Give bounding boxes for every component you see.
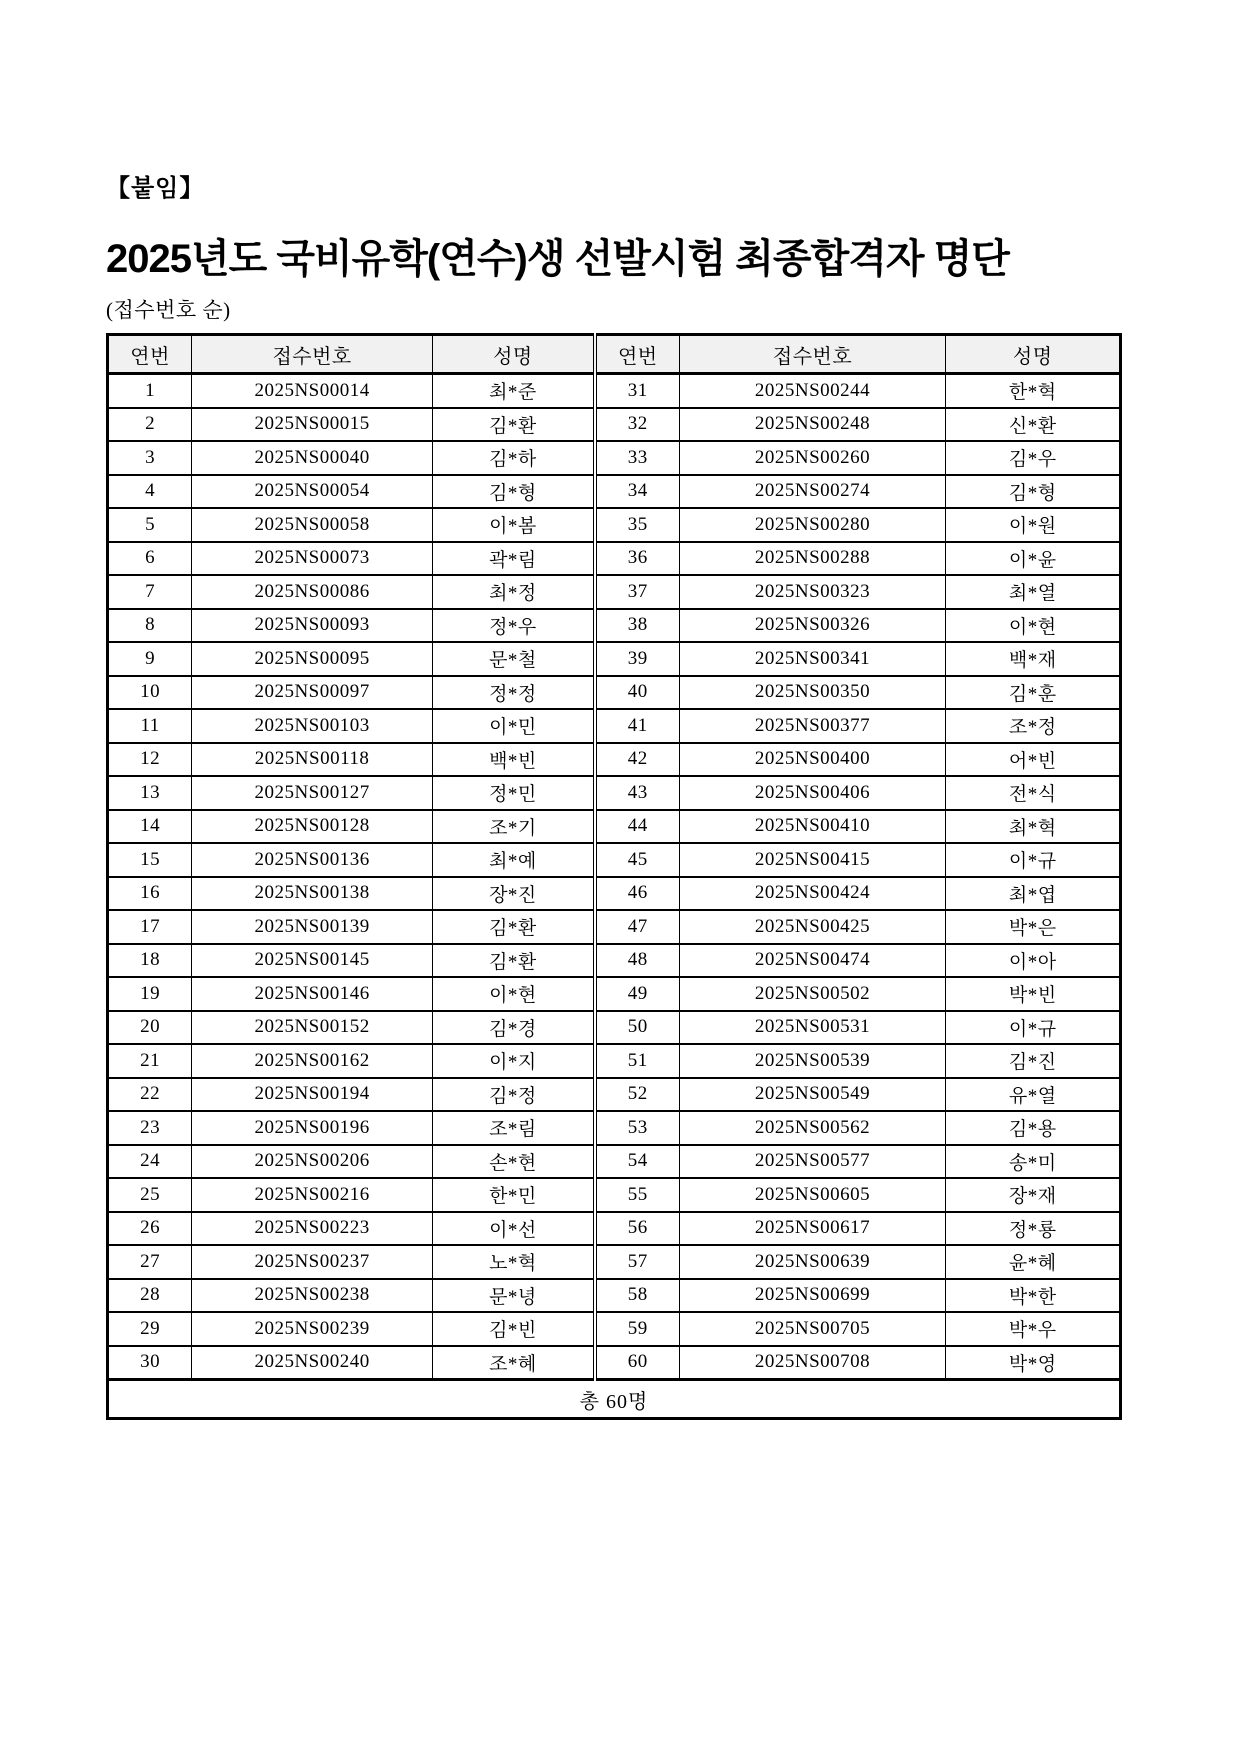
application-number-cell: 2025NS00118 [192,743,433,777]
application-number-cell: 2025NS00341 [679,642,946,676]
application-number-cell: 2025NS00617 [679,1212,946,1246]
total-count: 총 60명 [108,1380,1121,1419]
application-number-cell: 2025NS00350 [679,676,946,710]
application-number-cell: 2025NS00015 [192,408,433,442]
table-row [108,709,1121,743]
application-number-cell: 2025NS00136 [192,843,433,877]
application-number-cell: 2025NS00280 [679,508,946,542]
application-number-cell: 2025NS00248 [679,408,946,442]
application-number-cell: 2025NS00415 [679,843,946,877]
seq-cell: 30 [108,1346,192,1380]
seq-cell: 38 [595,609,679,643]
seq-cell: 34 [595,475,679,509]
seq-cell: 60 [595,1346,679,1380]
application-number-cell: 2025NS00097 [192,676,433,710]
seq-cell: 50 [595,1011,679,1045]
name-cell: 전*식 [946,776,1121,810]
seq-cell: 1 [108,374,192,408]
seq-cell: 19 [108,977,192,1011]
header-name-left: 성명 [432,335,594,374]
name-cell: 박*한 [946,1279,1121,1313]
application-number-cell: 2025NS00194 [192,1078,433,1112]
name-cell: 김*훈 [946,676,1121,710]
header-app-left: 접수번호 [192,335,433,374]
name-cell: 이*민 [432,709,594,743]
table-row [108,1178,1121,1212]
name-cell: 이*아 [946,944,1121,978]
name-cell: 최*정 [432,575,594,609]
attachment-label: 【붙임】 [106,175,205,202]
seq-cell: 24 [108,1145,192,1179]
seq-cell: 56 [595,1212,679,1246]
application-number-cell: 2025NS00425 [679,910,946,944]
seq-cell: 59 [595,1312,679,1346]
header-row [108,335,1121,374]
application-number-cell: 2025NS00474 [679,944,946,978]
seq-cell: 13 [108,776,192,810]
application-number-cell: 2025NS00054 [192,475,433,509]
table-row [108,1044,1121,1078]
application-number-cell: 2025NS00086 [192,575,433,609]
name-cell: 정*민 [432,776,594,810]
name-cell: 손*현 [432,1145,594,1179]
seq-cell: 18 [108,944,192,978]
name-cell: 이*규 [946,843,1121,877]
name-cell: 김*하 [432,441,594,475]
application-number-cell: 2025NS00127 [192,776,433,810]
table-row [108,1111,1121,1145]
application-number-cell: 2025NS00073 [192,542,433,576]
seq-cell: 16 [108,877,192,911]
seq-cell: 17 [108,910,192,944]
name-cell: 백*재 [946,642,1121,676]
seq-cell: 2 [108,408,192,442]
seq-cell: 43 [595,776,679,810]
application-number-cell: 2025NS00705 [679,1312,946,1346]
application-number-cell: 2025NS00237 [192,1245,433,1279]
seq-cell: 22 [108,1078,192,1112]
table-row [108,1279,1121,1313]
application-number-cell: 2025NS00014 [192,374,433,408]
seq-cell: 3 [108,441,192,475]
name-cell: 정*정 [432,676,594,710]
seq-cell: 46 [595,877,679,911]
name-cell: 최*예 [432,843,594,877]
seq-cell: 4 [108,475,192,509]
seq-cell: 15 [108,843,192,877]
application-number-cell: 2025NS00162 [192,1044,433,1078]
seq-cell: 11 [108,709,192,743]
application-number-cell: 2025NS00238 [192,1279,433,1313]
table-row [108,810,1121,844]
table-row [108,408,1121,442]
application-number-cell: 2025NS00699 [679,1279,946,1313]
table-row [108,441,1121,475]
seq-cell: 53 [595,1111,679,1145]
application-number-cell: 2025NS00146 [192,977,433,1011]
table-row [108,1245,1121,1279]
application-number-cell: 2025NS00400 [679,743,946,777]
table-header [108,335,1121,374]
name-cell: 김*형 [946,475,1121,509]
table-row [108,877,1121,911]
table-row [108,475,1121,509]
seq-cell: 36 [595,542,679,576]
application-number-cell: 2025NS00240 [192,1346,433,1380]
application-number-cell: 2025NS00502 [679,977,946,1011]
seq-cell: 20 [108,1011,192,1045]
table-row [108,1212,1121,1246]
table-row [108,609,1121,643]
application-number-cell: 2025NS00095 [192,642,433,676]
name-cell: 문*녕 [432,1279,594,1313]
application-number-cell: 2025NS00562 [679,1111,946,1145]
application-number-cell: 2025NS00223 [192,1212,433,1246]
name-cell: 최*열 [946,575,1121,609]
application-number-cell: 2025NS00145 [192,944,433,978]
name-cell: 최*혁 [946,810,1121,844]
seq-cell: 31 [595,374,679,408]
table-row [108,642,1121,676]
application-number-cell: 2025NS00040 [192,441,433,475]
application-number-cell: 2025NS00103 [192,709,433,743]
application-number-cell: 2025NS00239 [192,1312,433,1346]
application-number-cell: 2025NS00377 [679,709,946,743]
name-cell: 김*빈 [432,1312,594,1346]
table-footer [108,1380,1121,1419]
application-number-cell: 2025NS00639 [679,1245,946,1279]
seq-cell: 10 [108,676,192,710]
seq-cell: 5 [108,508,192,542]
seq-cell: 42 [595,743,679,777]
name-cell: 윤*혜 [946,1245,1121,1279]
name-cell: 이*지 [432,1044,594,1078]
name-cell: 박*우 [946,1312,1121,1346]
name-cell: 정*우 [432,609,594,643]
table-row [108,508,1121,542]
table-row [108,1145,1121,1179]
page-title: 2025년도 국비유학(연수)생 선발시험 최종합격자 명단 [106,237,1009,281]
table-row [108,374,1121,408]
seq-cell: 26 [108,1212,192,1246]
footer-row [108,1380,1121,1419]
seq-cell: 9 [108,642,192,676]
name-cell: 이*봄 [432,508,594,542]
name-cell: 한*혁 [946,374,1121,408]
table-row [108,1312,1121,1346]
seq-cell: 12 [108,743,192,777]
sort-order-note: (접수번호 순) [106,298,231,322]
name-cell: 신*환 [946,408,1121,442]
name-cell: 장*재 [946,1178,1121,1212]
application-number-cell: 2025NS00549 [679,1078,946,1112]
name-cell: 김*형 [432,475,594,509]
header-name-right: 성명 [946,335,1121,374]
name-cell: 김*환 [432,408,594,442]
name-cell: 김*경 [432,1011,594,1045]
seq-cell: 41 [595,709,679,743]
table-row [108,575,1121,609]
seq-cell: 21 [108,1044,192,1078]
application-number-cell: 2025NS00323 [679,575,946,609]
name-cell: 어*빈 [946,743,1121,777]
application-number-cell: 2025NS00539 [679,1044,946,1078]
table-row [108,743,1121,777]
name-cell: 김*우 [946,441,1121,475]
header-seq-right: 연번 [595,335,679,374]
seq-cell: 45 [595,843,679,877]
application-number-cell: 2025NS00206 [192,1145,433,1179]
table-row [108,676,1121,710]
name-cell: 박*영 [946,1346,1121,1380]
table-row [108,843,1121,877]
name-cell: 정*룡 [946,1212,1121,1246]
table-row [108,977,1121,1011]
header-seq-left: 연번 [108,335,192,374]
name-cell: 송*미 [946,1145,1121,1179]
name-cell: 문*철 [432,642,594,676]
application-number-cell: 2025NS00058 [192,508,433,542]
name-cell: 조*기 [432,810,594,844]
name-cell: 김*진 [946,1044,1121,1078]
name-cell: 김*정 [432,1078,594,1112]
seq-cell: 37 [595,575,679,609]
seq-cell: 6 [108,542,192,576]
application-number-cell: 2025NS00128 [192,810,433,844]
seq-cell: 27 [108,1245,192,1279]
table-row [108,910,1121,944]
seq-cell: 49 [595,977,679,1011]
seq-cell: 51 [595,1044,679,1078]
table-row [108,944,1121,978]
application-number-cell: 2025NS00274 [679,475,946,509]
seq-cell: 23 [108,1111,192,1145]
table-row [108,1346,1121,1380]
seq-cell: 58 [595,1279,679,1313]
seq-cell: 57 [595,1245,679,1279]
name-cell: 이*규 [946,1011,1121,1045]
application-number-cell: 2025NS00577 [679,1145,946,1179]
application-number-cell: 2025NS00424 [679,877,946,911]
seq-cell: 29 [108,1312,192,1346]
application-number-cell: 2025NS00093 [192,609,433,643]
name-cell: 장*진 [432,877,594,911]
name-cell: 한*민 [432,1178,594,1212]
name-cell: 최*엽 [946,877,1121,911]
name-cell: 박*은 [946,910,1121,944]
application-number-cell: 2025NS00605 [679,1178,946,1212]
application-number-cell: 2025NS00138 [192,877,433,911]
seq-cell: 33 [595,441,679,475]
seq-cell: 54 [595,1145,679,1179]
application-number-cell: 2025NS00152 [192,1011,433,1045]
application-number-cell: 2025NS00260 [679,441,946,475]
application-number-cell: 2025NS00196 [192,1111,433,1145]
seq-cell: 39 [595,642,679,676]
application-number-cell: 2025NS00410 [679,810,946,844]
seq-cell: 47 [595,910,679,944]
table-row [108,1011,1121,1045]
name-cell: 이*윤 [946,542,1121,576]
seq-cell: 25 [108,1178,192,1212]
name-cell: 이*현 [432,977,594,1011]
name-cell: 김*환 [432,910,594,944]
application-number-cell: 2025NS00708 [679,1346,946,1380]
seq-cell: 32 [595,408,679,442]
table-row [108,1078,1121,1112]
table-row [108,542,1121,576]
application-number-cell: 2025NS00244 [679,374,946,408]
application-number-cell: 2025NS00531 [679,1011,946,1045]
application-number-cell: 2025NS00288 [679,542,946,576]
seq-cell: 40 [595,676,679,710]
candidate-table [106,333,1122,1420]
seq-cell: 48 [595,944,679,978]
table-body [108,374,1121,1380]
application-number-cell: 2025NS00326 [679,609,946,643]
seq-cell: 44 [595,810,679,844]
name-cell: 이*선 [432,1212,594,1246]
name-cell: 유*열 [946,1078,1121,1112]
seq-cell: 55 [595,1178,679,1212]
name-cell: 조*림 [432,1111,594,1145]
name-cell: 김*환 [432,944,594,978]
name-cell: 곽*림 [432,542,594,576]
name-cell: 이*원 [946,508,1121,542]
name-cell: 노*혁 [432,1245,594,1279]
seq-cell: 14 [108,810,192,844]
name-cell: 이*현 [946,609,1121,643]
name-cell: 백*빈 [432,743,594,777]
application-number-cell: 2025NS00139 [192,910,433,944]
name-cell: 조*혜 [432,1346,594,1380]
seq-cell: 52 [595,1078,679,1112]
seq-cell: 28 [108,1279,192,1313]
seq-cell: 35 [595,508,679,542]
header-app-right: 접수번호 [679,335,946,374]
name-cell: 조*정 [946,709,1121,743]
table-row [108,776,1121,810]
application-number-cell: 2025NS00216 [192,1178,433,1212]
seq-cell: 7 [108,575,192,609]
name-cell: 박*빈 [946,977,1121,1011]
seq-cell: 8 [108,609,192,643]
name-cell: 최*준 [432,374,594,408]
name-cell: 김*용 [946,1111,1121,1145]
application-number-cell: 2025NS00406 [679,776,946,810]
